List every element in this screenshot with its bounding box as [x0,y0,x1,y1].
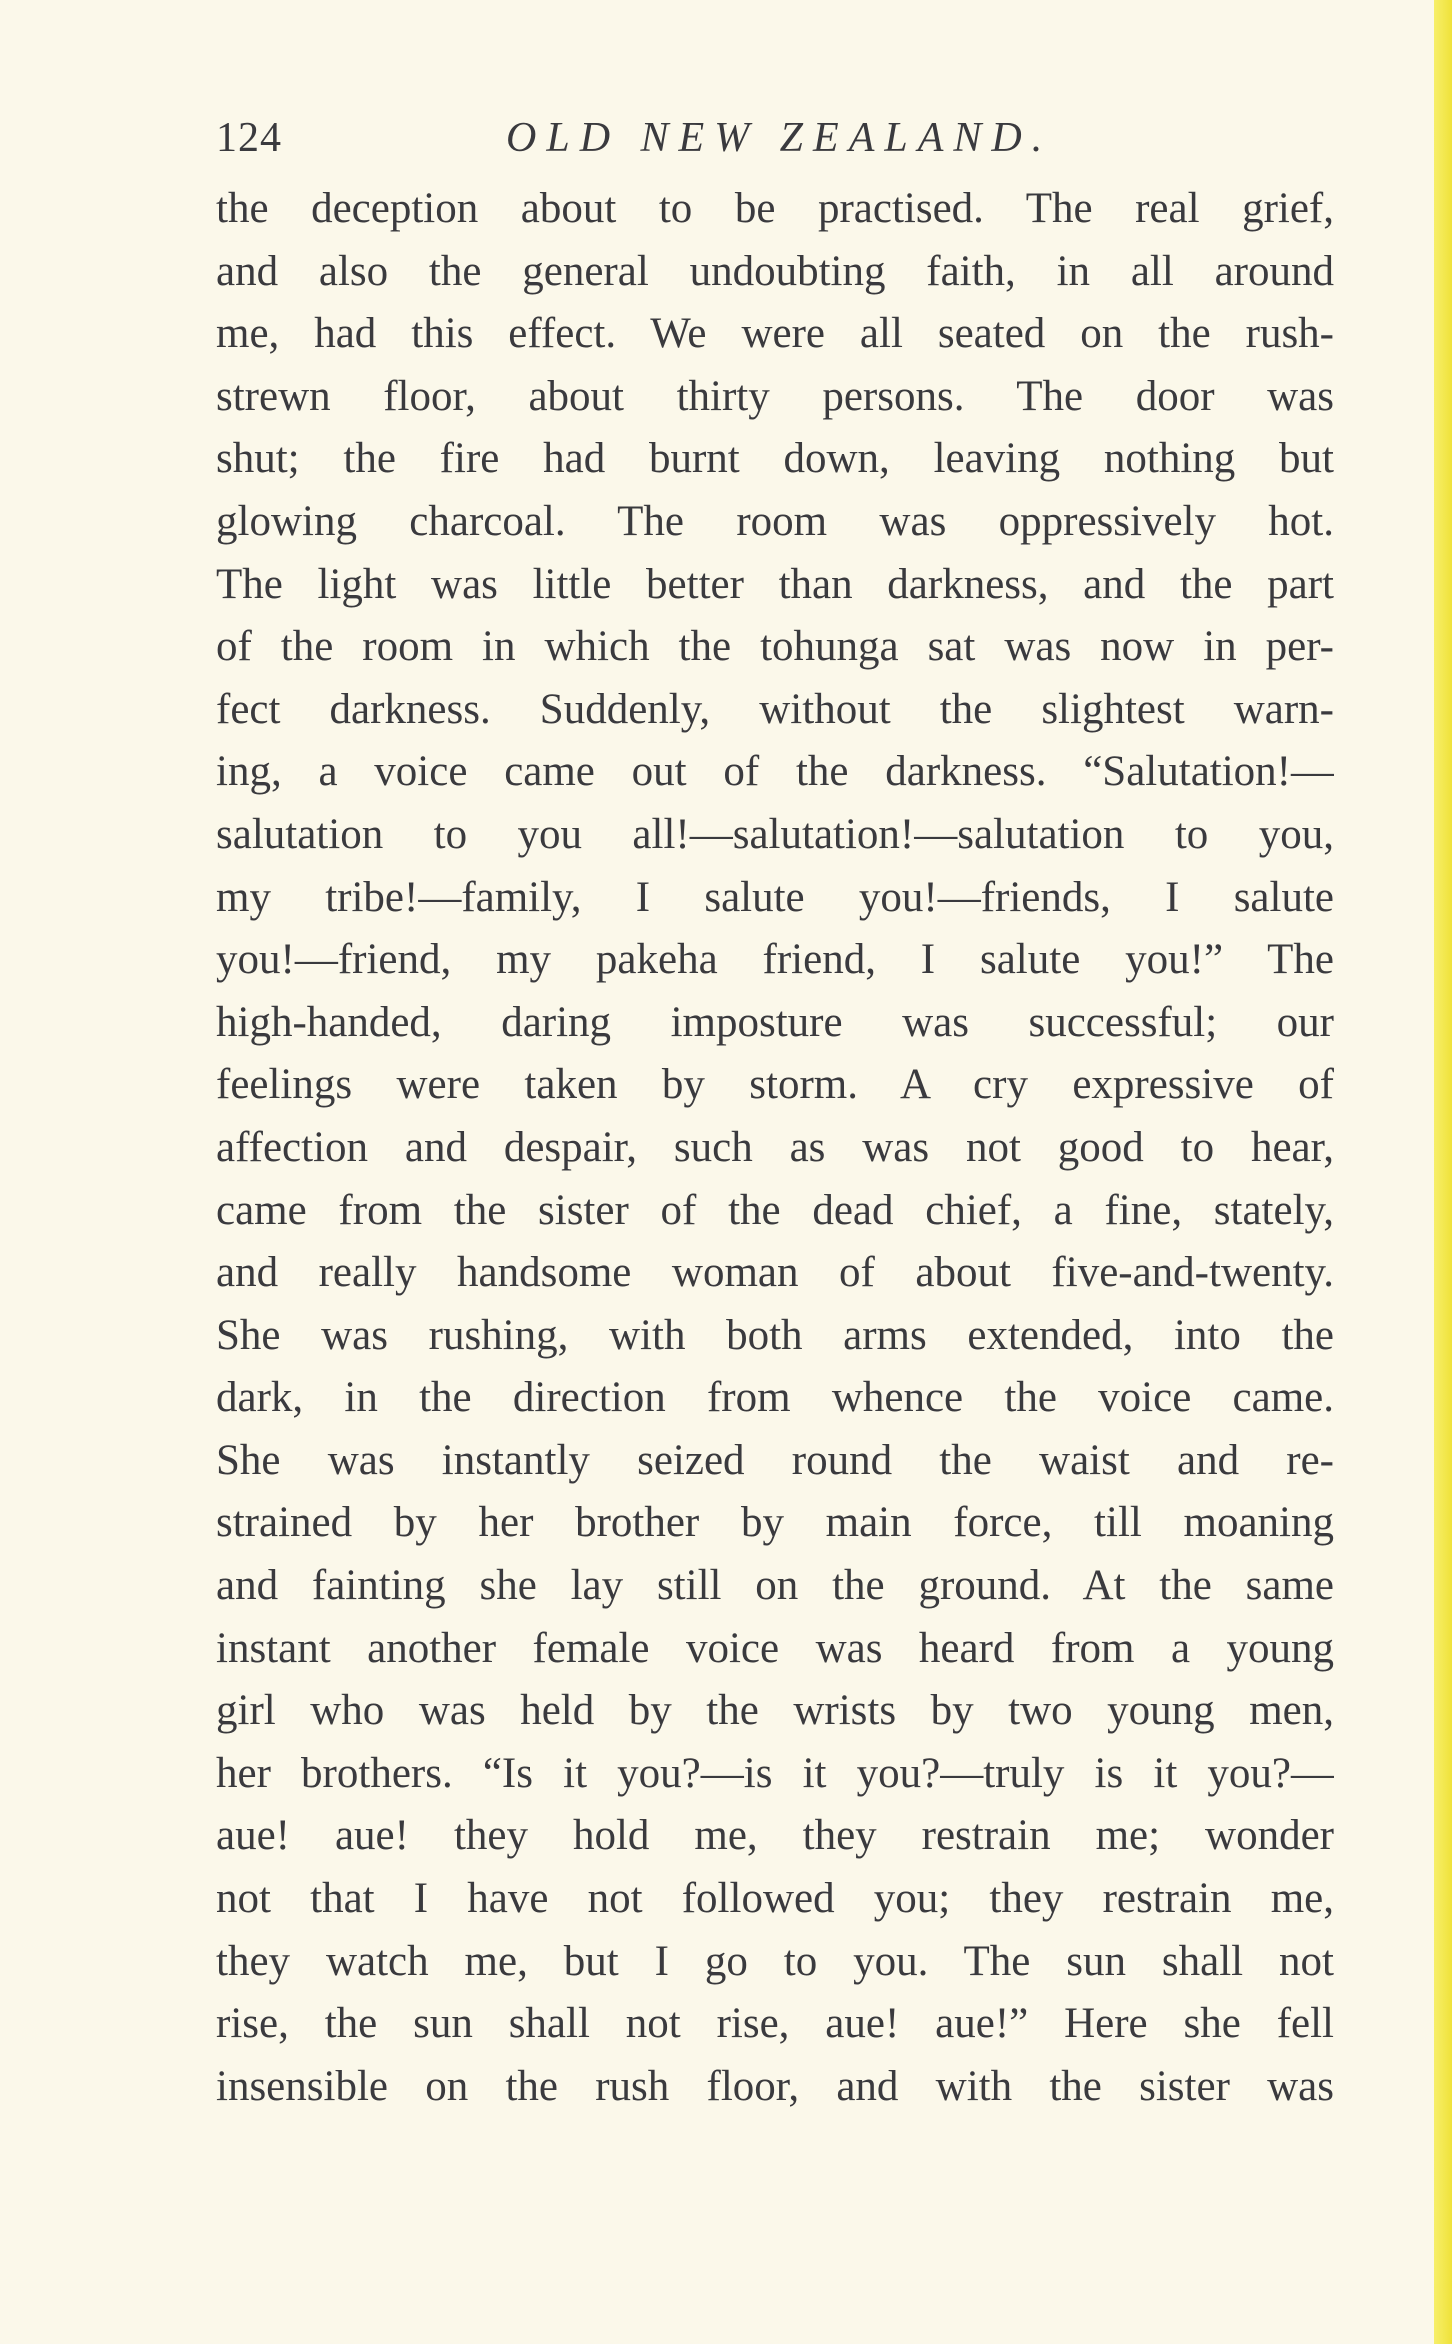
text-line: me, had this effect. We were all seated on the rush- [216,310,1334,358]
text-line: fect darkness. Suddenly, without the slightest warn- [216,685,1334,733]
text-line: you!—friend, my pakeha friend, I salute you!” The [216,936,1334,984]
text-line: salutation to you all!—salutation!—salutation to you, [216,810,1334,858]
text-line: her brothers. “Is it you?—is it you?—truly is it you?— [216,1749,1334,1797]
text-line: not that I have not followed you; they restrain me, [216,1875,1334,1923]
text-line: my tribe!—family, I salute you!—friends, I salute [216,873,1334,921]
body-text [216,178,1334,2118]
text-line: strewn floor, about thirty persons. The door was [216,372,1334,420]
text-line: glowing charcoal. The room was oppressively hot. [216,497,1334,545]
text-line: the deception about to be practised. The real grief, [216,185,1334,232]
text-line: affection and despair, such as was not good to hear, [216,1123,1334,1171]
text-line: came from the sister of the dead chief, a fine, stately, [216,1186,1334,1234]
text-line: rise, the sun shall not rise, aue! aue!” Here she fell [216,2000,1334,2048]
running-title: OLD NEW ZEALAND. [506,115,1053,161]
text-line: insensible on the rush floor, and with the sister was [216,2062,1334,2110]
text-line: She was instantly seized round the waist and re- [216,1436,1334,1484]
book-page [216,104,1334,2118]
text-line: ing, a voice came out of the darkness. “Salutation!— [216,748,1334,796]
text-line: and also the general undoubting faith, in all around [216,247,1334,295]
text-line: strained by her brother by main force, till moaning [216,1499,1334,1547]
text-line: and really handsome woman of about five-and-twenty. [216,1249,1334,1297]
text-line: dark, in the direction from whence the voice came. [216,1374,1334,1422]
text-line: feelings were taken by storm. A cry expressive of [216,1061,1334,1109]
page-number: 124 [216,115,282,161]
running-head [216,104,1334,178]
text-line: of the room in which the tohunga sat was now in per- [216,623,1334,671]
text-line: they watch me, but I go to you. The sun shall not [216,1937,1334,1985]
text-line: instant another female voice was heard from a young [216,1624,1334,1672]
text-line: high-handed, daring imposture was successful; our [216,998,1334,1046]
text-line: girl who was held by the wrists by two young men, [216,1687,1334,1735]
text-line: She was rushing, with both arms extended, into the [216,1311,1334,1359]
text-line: shut; the fire had burnt down, leaving nothing but [216,435,1334,483]
text-line: The light was little better than darkness, and the part [216,560,1334,608]
page-edge [1434,0,1452,2344]
text-line: and fainting she lay still on the ground. At the same [216,1562,1334,1610]
text-line: aue! aue! they hold me, they restrain me; wonder [216,1812,1334,1860]
